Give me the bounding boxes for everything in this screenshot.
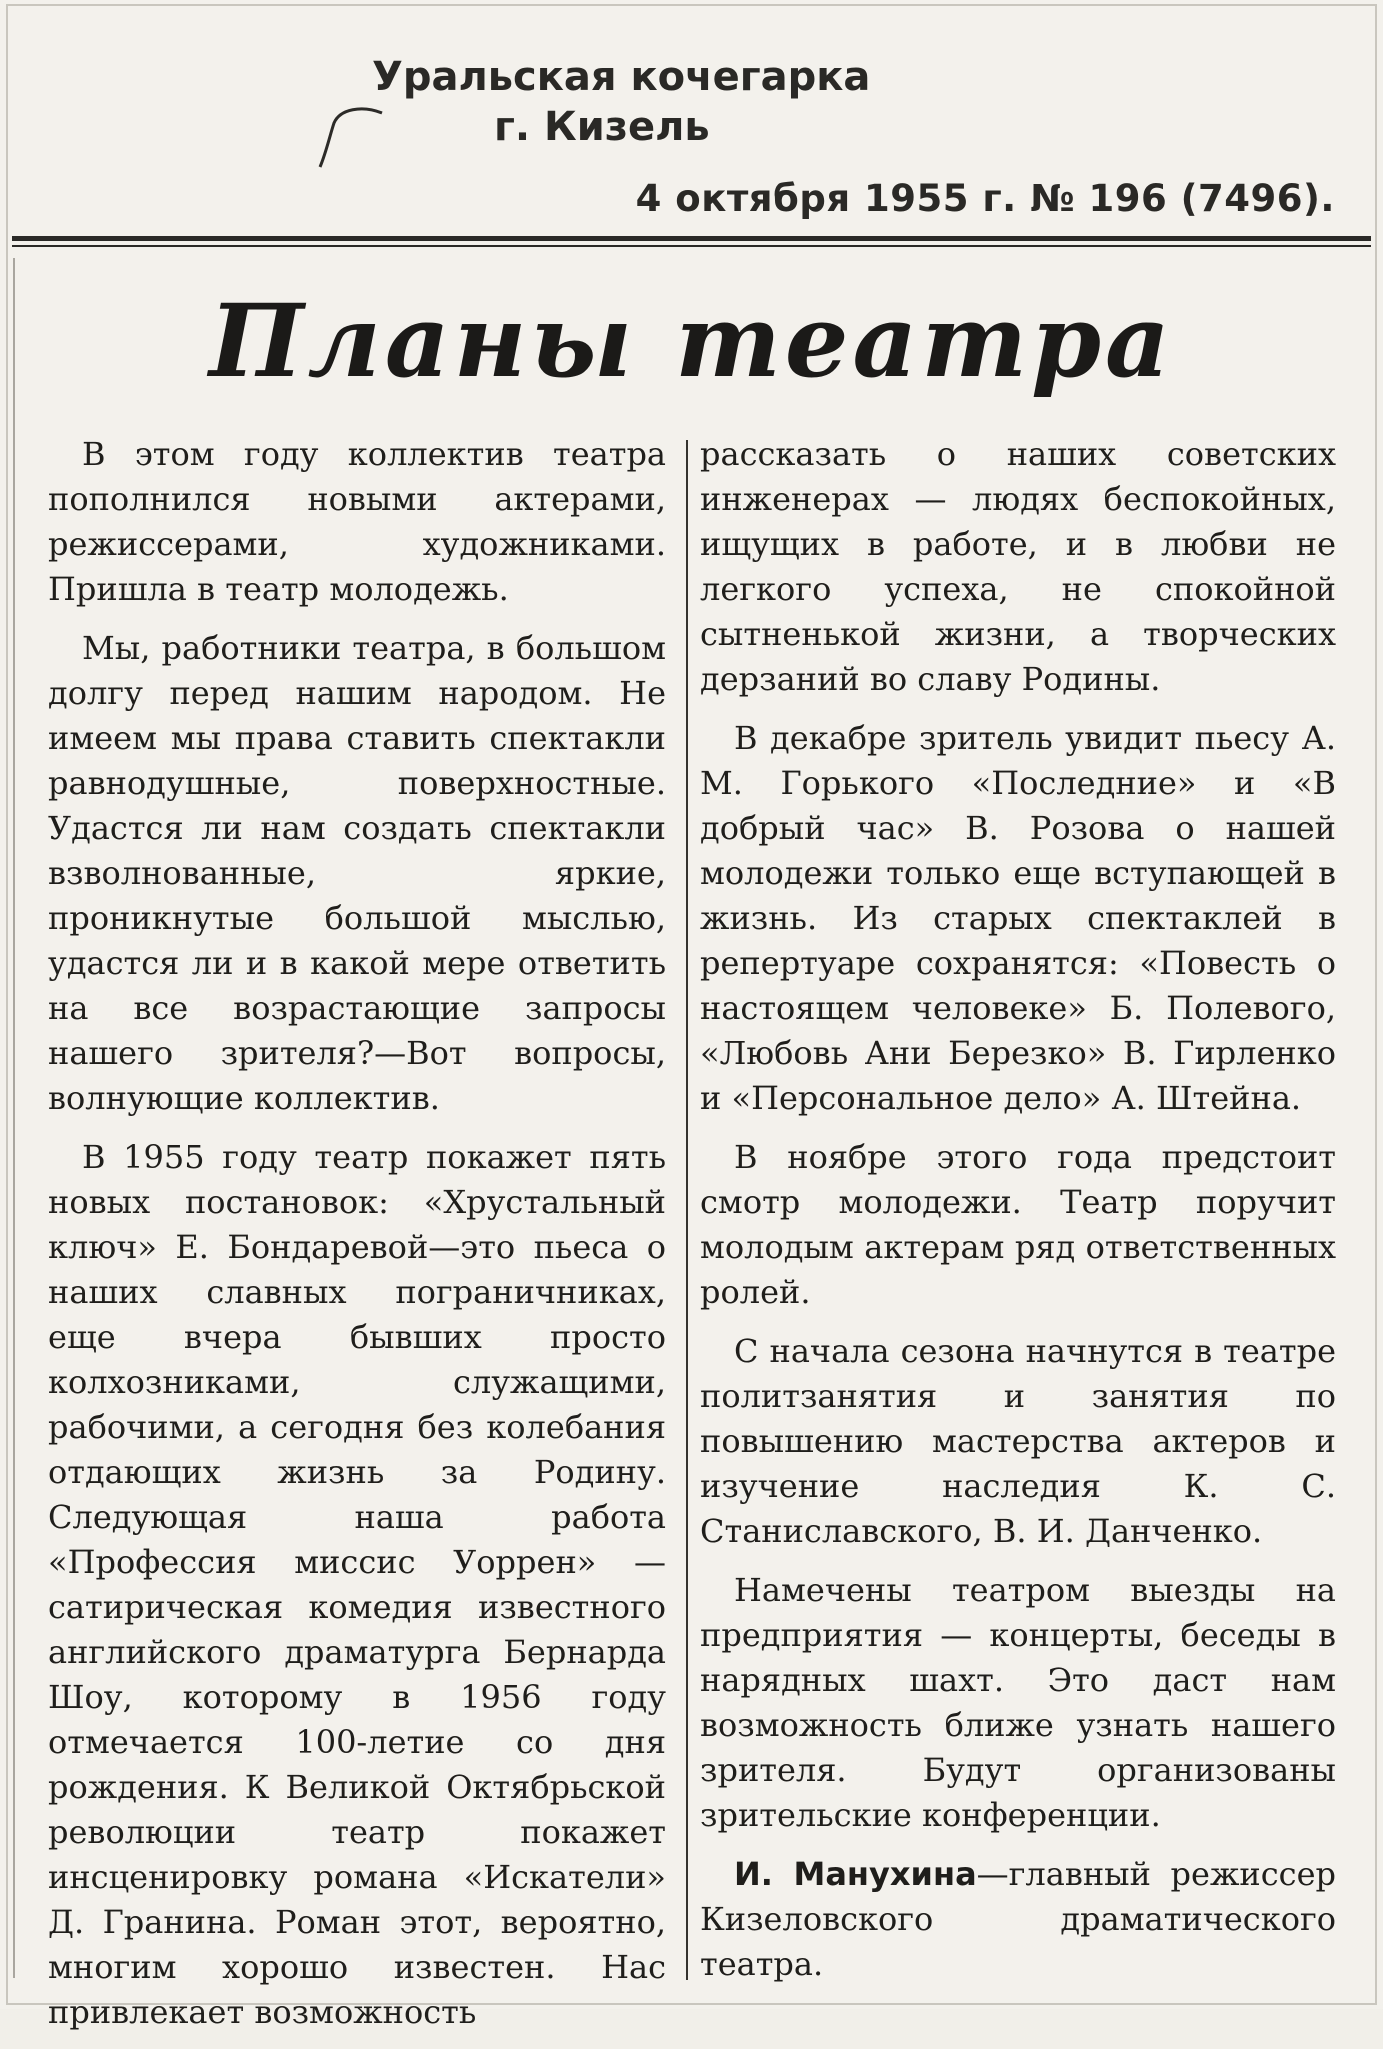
paragraph: рассказать о наших советских инженерах — людях беспокойных, ищущих в работе, и в любви не легкого успеха, не спокойной сытненькой жизни, а творческих дерзаний во славу Родины. [700, 435, 1336, 698]
newspaper-name: Уральская кочегарка [372, 54, 871, 100]
paragraph: В ноябре этого года предстоит смотр молодежи. Театр поручит молодым актерам ряд ответственных ролей. [700, 1138, 1336, 1311]
article-column-right [700, 432, 1336, 2001]
author-signature [700, 1852, 1336, 1987]
paragraph: В 1955 году театр покажет пять новых постановок: «Хрустальный ключ» Е. Бондаревой—это пьеса о наших славных пограничниках, еще вчера бывших просто колхозниками, служащими, рабочими, а сегодня без колебания отдающих жизнь за Родину. Следующая наша работа «Профессия миссис Уоррен» — сатирическая комедия известного английского драматурга Бернарда Шоу, которому в 1956 году отмечается 100-летие со дня рождения. К Великой Октябрьской революции театр покажет инсценировку романа «Искатели» Д. Гранина. Роман этот, вероятно, многим хорошо известен. Нас привлекает возможность [48, 1138, 666, 2031]
paragraph: В декабре зритель увидит пьесу А. М. Горького «Последние» и «В добрый час» В. Розова о нашей молодежи только еще вступающей в жизнь. Из старых спектаклей в репертуаре сохранятся: «Повесть о настоящем человеке» Б. Полевого, «Любовь Ани Березко» В. Гирленко и «Персональное дело» А. Штейна. [700, 719, 1336, 1117]
column-divider [686, 440, 688, 1980]
masthead [372, 52, 870, 152]
article-column-left [48, 432, 666, 2049]
clipping-left-edge [13, 258, 15, 1978]
newspaper-city: г. Кизель [494, 104, 710, 150]
paragraph: Мы, работники театра, в большом долгу перед нашим народом. Не имеем мы права ставить спектакли равнодушные, поверхностные. Удастся ли нам создать спектакли взволнованные, яркие, проникнутые большой мыслью, удастся ли и в какой мере ответить на все возрастающие запросы нашего зрителя?—Вот вопросы, волнующие коллектив. [48, 629, 666, 1117]
article-headline: Планы театра [209, 282, 1174, 400]
handwritten-mark-icon [312, 95, 392, 175]
header-rule-thick [12, 236, 1371, 241]
header-rule-thin [12, 245, 1371, 247]
paragraph: С начала сезона начнутся в театре политзанятия и занятия по повышению мастерства актеров и изучение наследия К. С. Станиславского, В. И. Данченко. [700, 1332, 1336, 1550]
issue-date: 4 октября 1955 г. № 196 (7496). [635, 177, 1335, 220]
paragraph: Намечены театром выезды на предприятия — концерты, беседы в нарядных шахт. Это даст нам возможность ближе узнать нашего зрителя. Будут организованы зрительские конференции. [700, 1571, 1336, 1834]
paragraph: В этом году коллектив театра пополнился новыми актерами, режиссерами, художниками. Пришла в театр молодежь. [48, 435, 666, 608]
author-name: И. Манухина [734, 1855, 977, 1893]
author-title: —главный режиссер Кизеловского драматического театра. [700, 1855, 1336, 1983]
